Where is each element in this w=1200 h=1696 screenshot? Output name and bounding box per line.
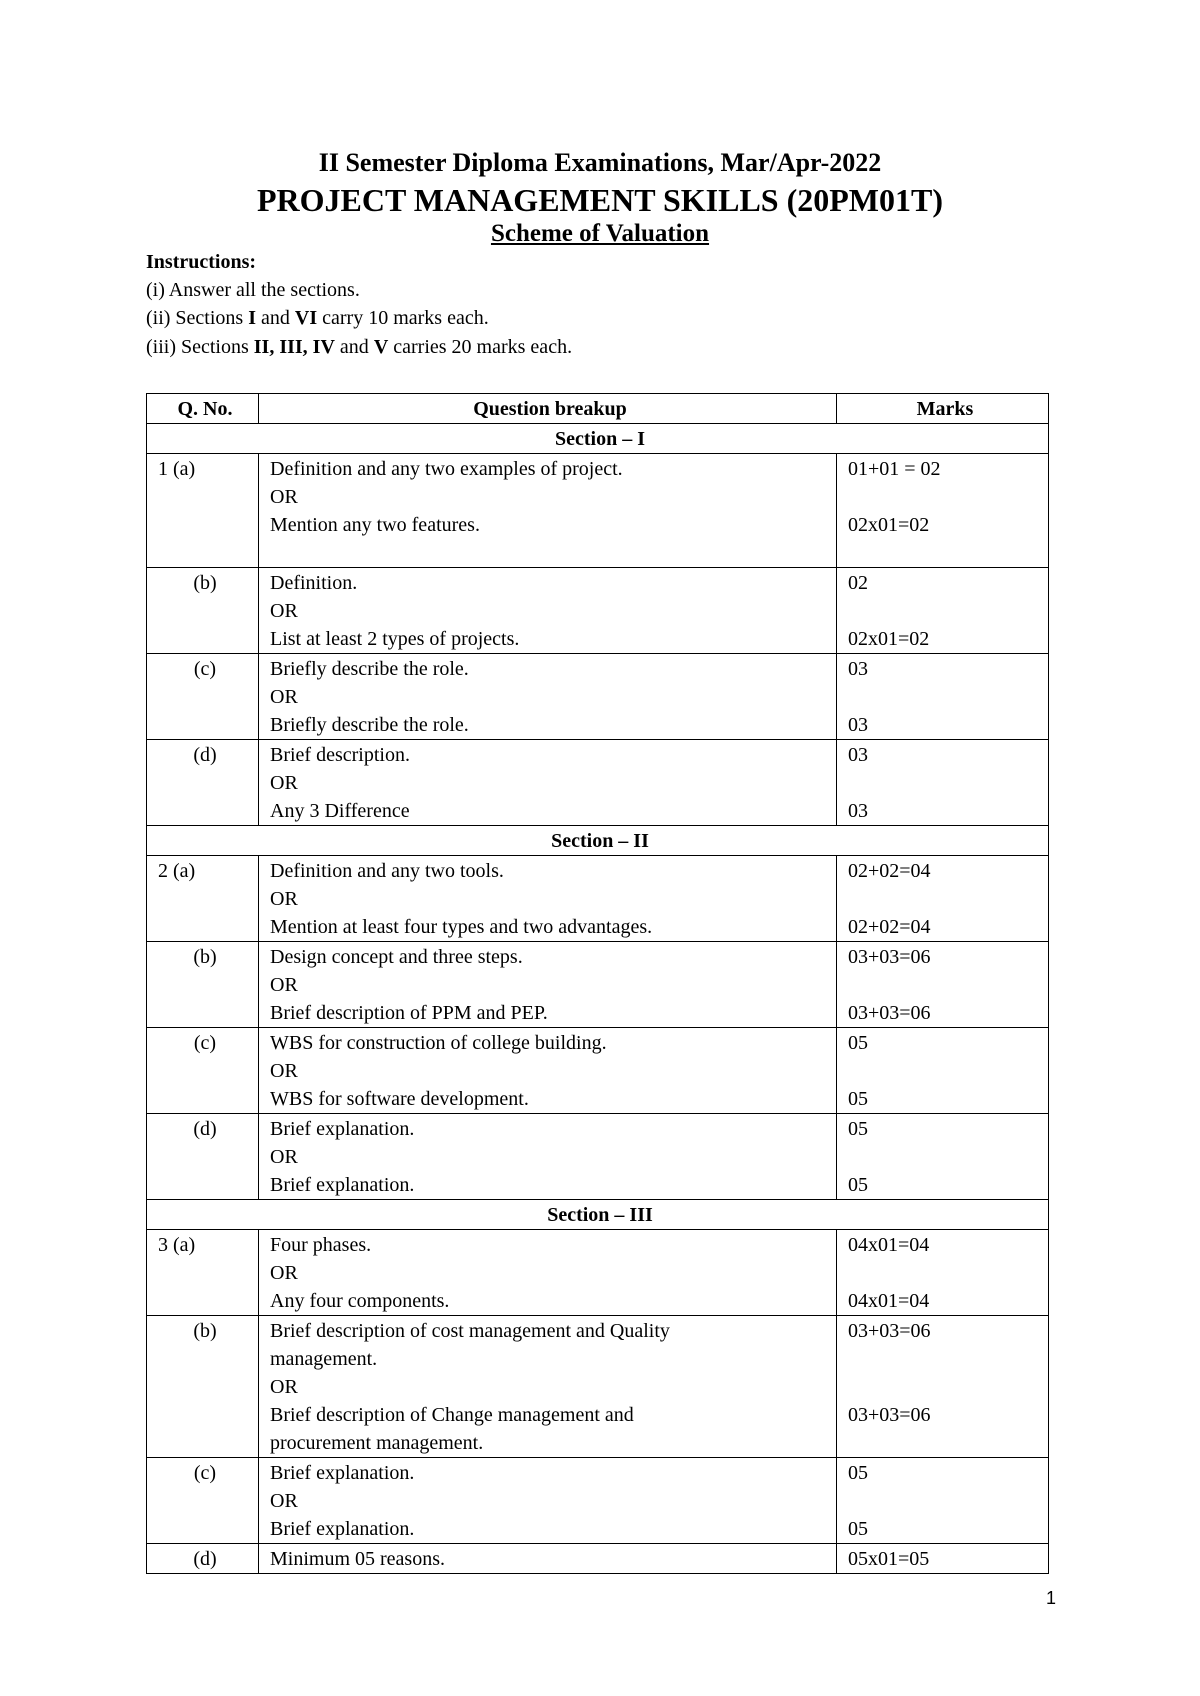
breakup-line: procurement management. [270,1432,484,1454]
marks-line: 02+02=04 [848,860,931,882]
marks-line [848,1345,1042,1373]
breakup-line: OR [270,1376,298,1398]
marks-line: 03+03=06 [848,1320,931,1342]
marks-cell [837,1316,1049,1458]
header-marks: Marks [837,394,1049,424]
question-number: (d) [147,1544,259,1574]
question-breakup [259,942,837,1028]
table-row [147,740,1049,826]
marks-line: 05 [848,1118,868,1140]
breakup-line: OR [270,686,298,708]
marks-line: 05 [848,1088,868,1110]
marks-line: 04x01=04 [848,1290,930,1312]
breakup-line: Mention at least four types and two advantages. [270,916,653,938]
table-row [147,1114,1049,1200]
instruction-2: (ii) Sections I and VI carry 10 marks each. [146,307,489,329]
section-row [147,1200,1049,1230]
marks-line [848,1373,1042,1401]
question-number: 2 (a) [147,856,259,942]
marks-cell [837,942,1049,1028]
header-qno: Q. No. [147,394,259,424]
table-row [147,454,1049,568]
breakup-line: Brief description of PPM and PEP. [270,1002,548,1024]
breakup-line: WBS for software development. [270,1088,529,1110]
section-title: Section – III [147,1200,1049,1230]
table-header-row [147,394,1049,424]
marks-line: 02 [848,572,868,594]
breakup-line: Brief description of Change management and [270,1404,634,1426]
breakup-line: Briefly describe the role. [270,714,469,736]
valuation-table [146,393,1049,1574]
question-number: (b) [147,568,259,654]
instruction-1: (i) Answer all the sections. [146,279,360,301]
question-breakup [259,856,837,942]
question-breakup [259,1114,837,1200]
marks-line: 04x01=04 [848,1234,930,1256]
header-breakup: Question breakup [259,394,837,424]
table-row [147,1316,1049,1458]
table-row [147,942,1049,1028]
instructions-title: Instructions: [146,251,257,273]
marks-line: 03 [848,714,868,736]
marks-line [848,539,1042,567]
question-breakup [259,568,837,654]
marks-line: 03+03=06 [848,1002,931,1024]
marks-cell [837,1028,1049,1114]
marks-line: 01+01 = 02 [848,458,941,480]
question-breakup [259,1028,837,1114]
marks-line: 03 [848,800,868,822]
marks-line [848,683,1042,711]
marks-line: 03 [848,658,868,680]
marks-line [848,1487,1042,1515]
breakup-line: OR [270,600,298,622]
marks-line [848,1143,1042,1171]
exam-title: II Semester Diploma Examinations, Mar/Apr-2022 [318,148,882,177]
question-number: (c) [147,1028,259,1114]
table-row [147,1458,1049,1544]
table-row [147,1230,1049,1316]
breakup-line: WBS for construction of college building. [270,1032,607,1054]
breakup-line: Brief description of cost management and Quality [270,1320,670,1342]
question-breakup [259,1544,837,1574]
breakup-line: management. [270,1348,378,1370]
breakup-line: Briefly describe the role. [270,658,469,680]
question-breakup [259,654,837,740]
question-number: 1 (a) [147,454,259,568]
marks-cell [837,1114,1049,1200]
table-row [147,568,1049,654]
breakup-line: Brief explanation. [270,1462,415,1484]
breakup-line: OR [270,486,298,508]
marks-line: 02x01=02 [848,514,930,536]
scheme-title: Scheme of Valuation [490,220,710,247]
marks-line: 02+02=04 [848,916,931,938]
section-row [147,424,1049,454]
marks-line: 05 [848,1462,868,1484]
breakup-line: Mention any two features. [270,514,480,536]
marks-line: 05 [848,1518,868,1540]
marks-cell [837,568,1049,654]
marks-line: 05 [848,1032,868,1054]
marks-line: 02x01=02 [848,628,930,650]
breakup-line: OR [270,772,298,794]
breakup-line: OR [270,1060,298,1082]
marks-cell [837,740,1049,826]
table-row [147,856,1049,942]
breakup-line: Definition and any two examples of project. [270,458,623,480]
table-row [147,654,1049,740]
section-title: Section – II [147,826,1049,856]
marks-cell [837,654,1049,740]
marks-line: 03 [848,744,868,766]
marks-line [848,597,1042,625]
question-breakup [259,454,837,568]
breakup-line: Minimum 05 reasons. [270,1548,445,1570]
breakup-line: Brief explanation. [270,1118,415,1140]
question-number: 3 (a) [147,1230,259,1316]
instruction-3: (iii) Sections II, III, IV and V carries 20 marks each. [146,336,573,358]
marks-line [848,1429,1042,1457]
breakup-line: Four phases. [270,1234,372,1256]
breakup-line: OR [270,1490,298,1512]
breakup-line: OR [270,1262,298,1284]
breakup-line: Any 3 Difference [270,800,410,822]
marks-cell [837,1230,1049,1316]
question-breakup [259,740,837,826]
breakup-line: OR [270,1146,298,1168]
marks-cell [837,454,1049,568]
breakup-line: OR [270,974,298,996]
breakup-line [270,539,830,567]
question-number: (c) [147,654,259,740]
breakup-line: Definition and any two tools. [270,860,504,882]
marks-cell [837,856,1049,942]
breakup-line: Brief explanation. [270,1174,415,1196]
table-body [147,424,1049,1574]
marks-line [848,1259,1042,1287]
subject-title: PROJECT MANAGEMENT SKILLS (20PM01T) [257,182,943,218]
question-number: (c) [147,1458,259,1544]
breakup-line: List at least 2 types of projects. [270,628,520,650]
breakup-line: Brief explanation. [270,1518,415,1540]
question-breakup [259,1230,837,1316]
question-number: (d) [147,1114,259,1200]
section-row [147,826,1049,856]
breakup-line: Brief description. [270,744,410,766]
breakup-line: Design concept and three steps. [270,946,523,968]
marks-line: 05x01=05 [848,1548,930,1570]
marks-line [848,769,1042,797]
marks-cell [837,1458,1049,1544]
marks-line: 03+03=06 [848,1404,931,1426]
breakup-line: Definition. [270,572,358,594]
marks-cell [837,1544,1049,1574]
marks-line [848,971,1042,999]
table-row [147,1544,1049,1574]
page-number: 1 [1046,1588,1057,1608]
breakup-line: OR [270,888,298,910]
marks-line: 05 [848,1174,868,1196]
marks-line [848,885,1042,913]
question-number: (b) [147,942,259,1028]
question-number: (b) [147,1316,259,1458]
marks-line: 03+03=06 [848,946,931,968]
table-row [147,1028,1049,1114]
question-breakup [259,1316,837,1458]
section-title: Section – I [147,424,1049,454]
question-number: (d) [147,740,259,826]
marks-line [848,1057,1042,1085]
question-breakup [259,1458,837,1544]
breakup-line: Any four components. [270,1290,450,1312]
marks-line [848,483,1042,511]
